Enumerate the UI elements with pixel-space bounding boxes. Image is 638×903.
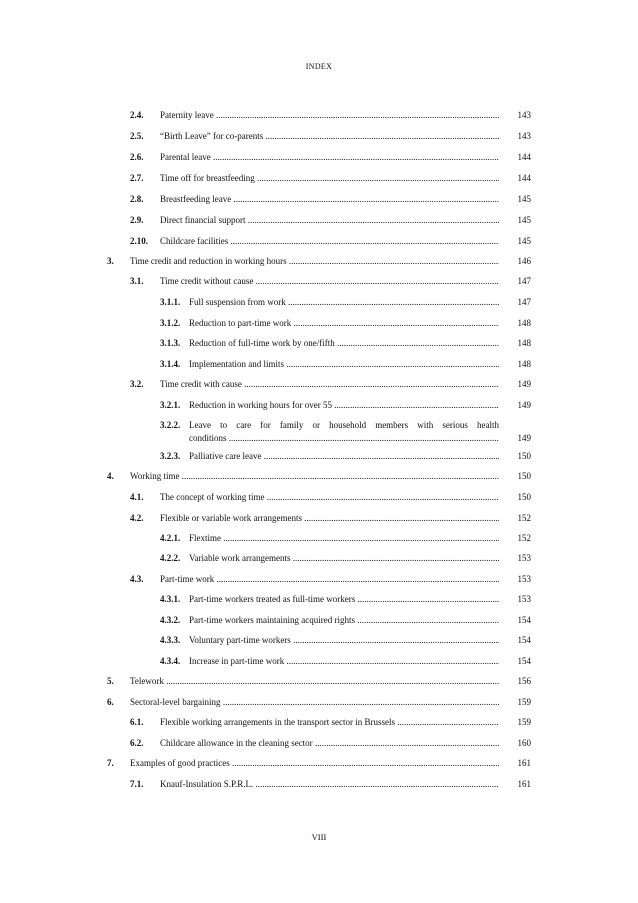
entry-title-line-2: conditions ..... bbox=[189, 433, 499, 444]
entry-title: Working time ..... bbox=[130, 471, 499, 482]
entry-title: Paternity leave ..... bbox=[160, 110, 499, 121]
entry-title: Increase in part-time work ..... bbox=[189, 656, 499, 667]
entry-number: 2.7. bbox=[130, 173, 144, 183]
entry-number: 4.3.1. bbox=[160, 594, 181, 604]
entry-title: Flexible working arrangements in the transport sector in Brussels ..... bbox=[160, 717, 499, 728]
entry-page: 145 bbox=[517, 194, 531, 204]
entry-page: 143 bbox=[517, 110, 531, 120]
entry-title: Sectoral-level bargaining ..... bbox=[130, 697, 499, 708]
toc-entry-3-2-2[interactable] bbox=[160, 420, 531, 444]
entry-page: 147 bbox=[517, 297, 531, 307]
entry-title: Parental leave ..... bbox=[160, 152, 499, 163]
entry-title: Reduction of full-time work by one/fifth ..... bbox=[189, 338, 499, 349]
entry-title: The concept of working time ..... bbox=[160, 492, 499, 503]
entry-number: 4. bbox=[107, 471, 114, 481]
entry-page: 153 bbox=[517, 594, 531, 604]
entry-number: 3.1.3. bbox=[160, 338, 181, 348]
entry-number: 4.2. bbox=[130, 513, 144, 523]
entry-number: 4.2.1. bbox=[160, 533, 181, 543]
entry-page: 159 bbox=[517, 717, 531, 727]
entry-number: 4.2.2. bbox=[160, 553, 181, 563]
entry-number: 3. bbox=[107, 256, 114, 266]
entry-title: Part-time workers maintaining acquired rights ..... bbox=[189, 615, 499, 626]
entry-title: Time credit with cause ..... bbox=[160, 379, 499, 390]
entry-page: 145 bbox=[517, 236, 531, 246]
page-header: INDEX bbox=[305, 62, 333, 71]
entry-title: Childcare allowance in the cleaning sector ..... bbox=[160, 738, 499, 749]
entry-page: 153 bbox=[517, 574, 531, 584]
entry-number: 6.1. bbox=[130, 717, 144, 727]
entry-page: 149 bbox=[517, 400, 531, 410]
entry-page: 156 bbox=[517, 676, 531, 686]
entry-number: 4.1. bbox=[130, 492, 144, 502]
entry-number: 2.8. bbox=[130, 194, 144, 204]
entry-title: Time off for breastfeeding ..... bbox=[160, 173, 499, 184]
entry-title: Childcare facilities ..... bbox=[160, 236, 499, 247]
entry-title: Examples of good practices ..... bbox=[130, 758, 499, 769]
entry-number: 6.2. bbox=[130, 738, 144, 748]
entry-number: 7. bbox=[107, 758, 114, 768]
entry-number: 3.2.2. bbox=[160, 420, 181, 430]
entry-page: 161 bbox=[517, 758, 531, 768]
entry-number: 2.9. bbox=[130, 215, 144, 225]
entry-title: Reduction in working hours for over 55 ..... bbox=[189, 400, 499, 411]
entry-number: 3.2. bbox=[130, 379, 144, 389]
entry-number: 3.1.1. bbox=[160, 297, 181, 307]
entry-title: Voluntary part-time workers ..... bbox=[189, 635, 499, 646]
entry-number: 6. bbox=[107, 697, 114, 707]
entry-number: 3.2.3. bbox=[160, 451, 181, 461]
entry-title: Reduction to part-time work ..... bbox=[189, 318, 499, 329]
entry-page: 152 bbox=[517, 533, 531, 543]
entry-title: Time credit and reduction in working hours ..... bbox=[130, 256, 499, 267]
entry-page: 150 bbox=[517, 451, 531, 461]
entry-page: 149 bbox=[517, 379, 531, 389]
entry-page: 144 bbox=[517, 152, 531, 162]
entry-number: 3.1.4. bbox=[160, 359, 181, 369]
entry-title: Knauf-Insulation S.P.R.L. ..... bbox=[160, 779, 499, 790]
entry-title: Flexible or variable work arrangements ..... bbox=[160, 513, 499, 524]
entry-page: 160 bbox=[517, 738, 531, 748]
entry-number: 2.5. bbox=[130, 131, 144, 141]
entry-number: 4.3.3. bbox=[160, 635, 181, 645]
entry-number: 3.1. bbox=[130, 276, 144, 286]
entry-number: 7.1. bbox=[130, 779, 144, 789]
entry-title: Part-time work ..... bbox=[160, 574, 499, 585]
entry-title-line-1: Leave to care for family or household members with serious health bbox=[189, 420, 499, 430]
entry-number: 2.10. bbox=[130, 236, 148, 246]
entry-page: 147 bbox=[517, 276, 531, 286]
entry-title: Breastfeeding leave ..... bbox=[160, 194, 499, 205]
entry-page: 150 bbox=[517, 492, 531, 502]
entry-page: 143 bbox=[517, 131, 531, 141]
entry-page: 146 bbox=[517, 256, 531, 266]
entry-title: Variable work arrangements ..... bbox=[189, 553, 499, 564]
entry-number: 3.2.1. bbox=[160, 400, 181, 410]
entry-page: 152 bbox=[517, 513, 531, 523]
entry-page: 154 bbox=[517, 615, 531, 625]
entry-title: Palliative care leave ..... bbox=[189, 451, 499, 462]
entry-number: 4.3.4. bbox=[160, 656, 181, 666]
entry-page: 159 bbox=[517, 697, 531, 707]
entry-title: Telework ..... bbox=[130, 676, 499, 687]
entry-number: 2.6. bbox=[130, 152, 144, 162]
entry-title bbox=[189, 420, 499, 444]
entry-number: 3.1.2. bbox=[160, 318, 181, 328]
entry-title: Full suspension from work ..... bbox=[189, 297, 499, 308]
entry-page: 150 bbox=[517, 471, 531, 481]
page-footer-number: VIII bbox=[311, 832, 327, 842]
entry-title: Flextime ..... bbox=[189, 533, 499, 544]
entry-number: 4.3.2. bbox=[160, 615, 181, 625]
entry-number: 4.3. bbox=[130, 574, 144, 584]
entry-page: 144 bbox=[517, 173, 531, 183]
entry-number: 2.4. bbox=[130, 110, 144, 120]
entry-page: 161 bbox=[517, 779, 531, 789]
entry-number: 5. bbox=[107, 676, 114, 686]
entry-page: 154 bbox=[517, 656, 531, 666]
entry-title: Part-time workers treated as full-time workers ..... bbox=[189, 594, 499, 605]
entry-title: “Birth Leave” for co-parents ..... bbox=[160, 131, 499, 142]
entry-page: 148 bbox=[517, 359, 531, 369]
entry-page: 153 bbox=[517, 553, 531, 563]
entry-title: Time credit without cause ..... bbox=[160, 276, 499, 287]
entry-title: Implementation and limits ..... bbox=[189, 359, 499, 370]
entry-page: 145 bbox=[517, 215, 531, 225]
entry-page: 154 bbox=[517, 635, 531, 645]
entry-page: 149 bbox=[517, 433, 531, 443]
entry-page: 148 bbox=[517, 338, 531, 348]
entry-title: Direct financial support ..... bbox=[160, 215, 499, 226]
entry-page: 148 bbox=[517, 318, 531, 328]
